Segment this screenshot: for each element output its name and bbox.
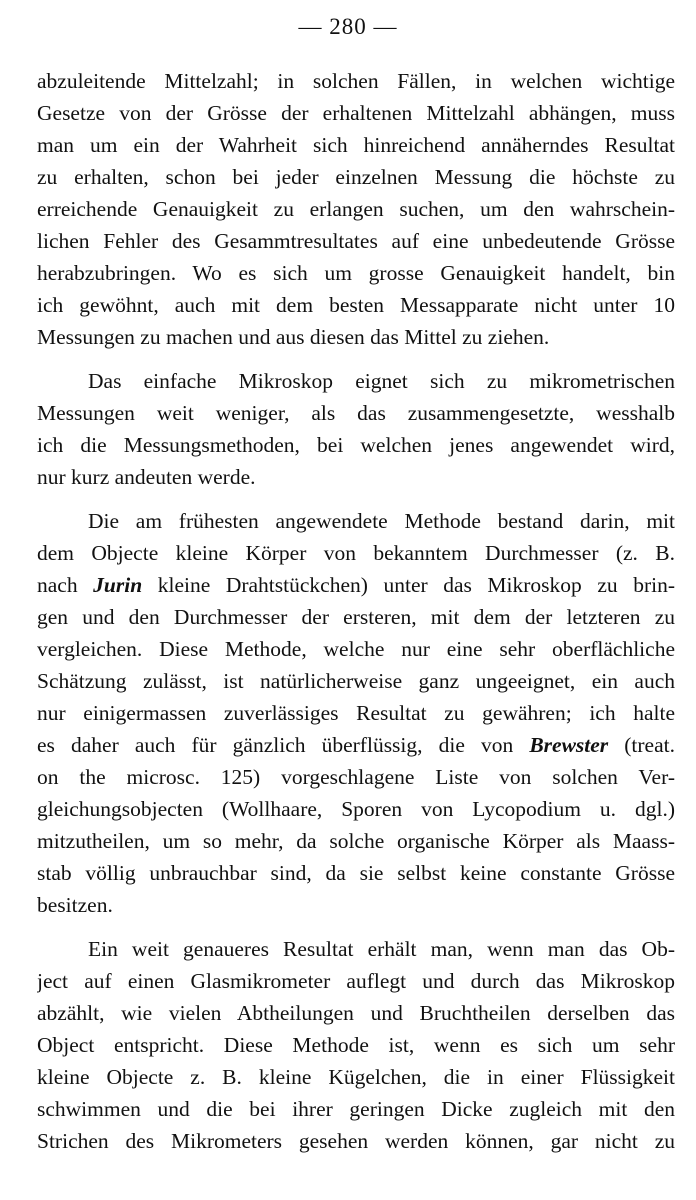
text-line: ich die Messungsmethoden, bei welchen jenes angewendet wird, bbox=[37, 433, 675, 457]
text-line: Gesetze von der Grösse der erhaltenen Mittelzahl abhängen, muss bbox=[37, 101, 675, 125]
text-line bbox=[37, 729, 675, 761]
text-line: Object entspricht. Diese Methode ist, wenn es sich um sehr bbox=[37, 1033, 675, 1057]
text-line: gleichungsobjecten (Wollhaare, Sporen von Lycopodium u. dgl.) bbox=[37, 797, 675, 821]
text-line: herabzubringen. Wo es sich um grosse Genauigkeit handelt, bin bbox=[37, 261, 675, 285]
text-line: ject auf einen Glasmikrometer auflegt und durch das Mikroskop bbox=[37, 969, 675, 993]
author-name-jurin: Jurin bbox=[93, 573, 143, 597]
text-line: zu erhalten, schon bei jeder einzelnen Messung die höchste zu bbox=[37, 165, 675, 189]
page-number: — 280 — bbox=[298, 14, 398, 39]
text-line: Messungen zu machen und aus diesen das Mittel zu ziehen. bbox=[37, 325, 550, 349]
text-fragment: (treat. bbox=[608, 733, 675, 757]
paragraph-start-line: Ein weit genaueres Resultat erhält man, wenn man das Ob- bbox=[88, 937, 675, 961]
text-line: nur einigermassen zuverlässiges Resultat zu gewähren; ich halte bbox=[37, 701, 675, 725]
text-line: on the microsc. 125) vorgeschlagene Liste von solchen Ver- bbox=[37, 765, 675, 789]
text-line: Strichen des Mikrometers gesehen werden können, gar nicht zu bbox=[37, 1129, 675, 1153]
text-line: gen und den Durchmesser der ersteren, mit dem der letzteren zu bbox=[37, 605, 675, 629]
text-line: Messungen weit weniger, als das zusammengesetzte, wesshalb bbox=[37, 401, 675, 425]
text-line: mitzutheilen, um so mehr, da solche organische Körper als Maass- bbox=[37, 829, 675, 853]
text-line: vergleichen. Diese Methode, welche nur eine sehr oberflächliche bbox=[37, 637, 675, 661]
text-line: erreichende Genauigkeit zu erlangen suchen, um den wahrschein- bbox=[37, 197, 675, 221]
text-line: Schätzung zulässt, ist natürlicherweise ganz ungeeignet, ein auch bbox=[37, 669, 675, 693]
text-line: dem Objecte kleine Körper von bekanntem Durchmesser (z. B. bbox=[37, 541, 675, 565]
author-name-brewster: Brewster bbox=[529, 733, 609, 757]
paragraph-start-line: Das einfache Mikroskop eignet sich zu mikrometrischen bbox=[88, 369, 675, 393]
paragraph-start-line: Die am frühesten angewendete Methode bestand darin, mit bbox=[88, 509, 675, 533]
text-fragment: es daher auch für gänzlich überflüssig, die von bbox=[37, 733, 530, 757]
text-line bbox=[37, 569, 675, 601]
text-fragment: kleine Drahtstückchen) unter das Mikroskop zu brin- bbox=[142, 573, 675, 597]
text-line: abzuleitende Mittelzahl; in solchen Fällen, in welchen wichtige bbox=[37, 69, 675, 93]
text-line: abzählt, wie vielen Abtheilungen und Bruchtheilen derselben das bbox=[37, 1001, 675, 1025]
text-line: man um ein der Wahrheit sich hinreichend annäherndes Resultat bbox=[37, 133, 675, 157]
text-line: stab völlig unbrauchbar sind, da sie selbst keine constante Grösse bbox=[37, 861, 675, 885]
text-fragment: nach bbox=[37, 573, 94, 597]
text-line: besitzen. bbox=[37, 893, 113, 917]
text-line: ich gewöhnt, auch mit dem besten Messapparate nicht unter 10 bbox=[37, 293, 675, 317]
text-line: schwimmen und die bei ihrer geringen Dicke zugleich mit den bbox=[37, 1097, 675, 1121]
text-line: kleine Objecte z. B. kleine Kügelchen, die in einer Flüssigkeit bbox=[37, 1065, 675, 1089]
text-line: nur kurz andeuten werde. bbox=[37, 465, 256, 489]
text-line: lichen Fehler des Gesammtresultates auf eine unbedeutende Grösse bbox=[37, 229, 675, 253]
